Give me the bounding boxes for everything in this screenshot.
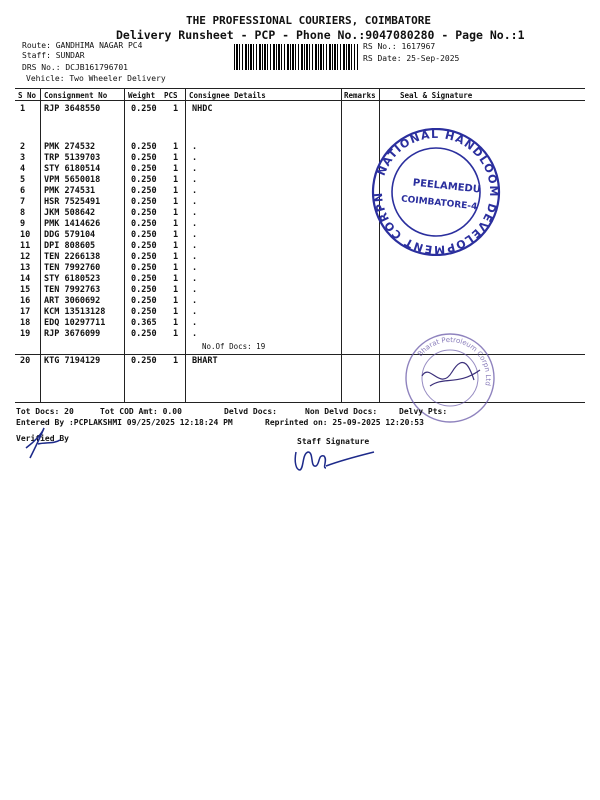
row-weight: 0.250 <box>131 219 157 229</box>
table-row <box>0 175 600 185</box>
row-weight: 0.250 <box>131 307 157 317</box>
row-pcs: 1 <box>173 164 179 174</box>
row-weight: 0.250 <box>131 186 157 196</box>
table-top-rule <box>15 88 585 89</box>
row-details: . <box>192 318 198 328</box>
table-row <box>0 197 600 207</box>
table-row <box>0 186 600 196</box>
row-sno: 19 <box>20 329 31 339</box>
row-sno: 15 <box>20 285 31 295</box>
row-weight: 0.250 <box>131 104 157 114</box>
staff-signature <box>288 446 378 476</box>
row-consignment: ART 3060692 <box>44 296 101 306</box>
row-details: . <box>192 329 198 339</box>
no-of-docs: No.Of Docs: 19 <box>202 342 266 351</box>
row-details: . <box>192 197 198 207</box>
non-delivered-docs: Non Delvd Docs: <box>305 407 378 416</box>
route-label: Route: GANDHIMA NAGAR PC4 <box>22 41 143 50</box>
row-sno: 16 <box>20 296 31 306</box>
row-consignment: PMK 274532 <box>44 142 96 152</box>
row-weight: 0.250 <box>131 252 157 262</box>
drs-number: DRS No.: DCJB161796701 <box>22 63 128 72</box>
row-details: BHART <box>192 356 218 366</box>
row-pcs: 1 <box>173 153 179 163</box>
table-row <box>0 241 600 251</box>
row-pcs: 1 <box>173 197 179 207</box>
table-row <box>0 164 600 174</box>
rs-number: RS No.: 1617967 <box>363 42 436 51</box>
table-row <box>0 356 600 366</box>
row-consignment: VPM 5650018 <box>44 175 101 185</box>
col-header-remarks: Remarks <box>344 91 376 100</box>
row-pcs: 1 <box>173 208 179 218</box>
row-sno: 17 <box>20 307 31 317</box>
row-pcs: 1 <box>173 219 179 229</box>
row-weight: 0.250 <box>131 175 157 185</box>
row-sno: 13 <box>20 263 31 273</box>
table-row <box>0 318 600 328</box>
row-sno: 5 <box>20 175 26 185</box>
col-header-consignment: Consignment No <box>44 91 108 100</box>
table-row <box>0 142 600 152</box>
row-details: . <box>192 186 198 196</box>
row-weight: 0.250 <box>131 263 157 273</box>
row-consignment: RJP 3648550 <box>44 104 101 114</box>
row-weight: 0.250 <box>131 329 157 339</box>
row-pcs: 1 <box>173 241 179 251</box>
row-pcs: 1 <box>173 186 179 196</box>
col-header-weight: Weight <box>128 91 156 100</box>
verifier-signature <box>20 424 80 462</box>
col-header-pcs: PCS <box>164 91 178 100</box>
barcode <box>234 44 358 70</box>
table-row <box>0 274 600 284</box>
row-sno: 20 <box>20 356 31 366</box>
row-consignment: TEN 7992760 <box>44 263 101 273</box>
row-details: . <box>192 208 198 218</box>
row-sno: 2 <box>20 142 26 152</box>
row-details: . <box>192 175 198 185</box>
stamp-ring-text: NATIONAL HANDLOOM DEVELOPMENT CORPN <box>371 128 501 256</box>
row-weight: 0.250 <box>131 153 157 163</box>
table-row <box>0 285 600 295</box>
row-weight: 0.250 <box>131 164 157 174</box>
total-docs: Tot Docs: 20 <box>16 407 74 416</box>
row-details: . <box>192 296 198 306</box>
company-title: THE PROFESSIONAL COURIERS, COIMBATORE <box>186 14 432 27</box>
row-pcs: 1 <box>173 230 179 240</box>
verified-by: Verified By <box>16 434 69 443</box>
row-details: . <box>192 274 198 284</box>
reprinted-on: Reprinted on: 25-09-2025 12:20:53 <box>265 418 424 427</box>
stamp-line1: PEELAMEDU <box>412 177 482 196</box>
row-sno: 1 <box>20 104 26 114</box>
row-sno: 4 <box>20 164 26 174</box>
row-details: NHDC <box>192 104 213 114</box>
table-row <box>0 208 600 218</box>
row-consignment: KTG 7194129 <box>44 356 101 366</box>
row-details: . <box>192 142 198 152</box>
col-header-details: Consignee Details <box>189 91 266 100</box>
table-header-rule <box>15 100 585 101</box>
row-sno: 6 <box>20 186 26 196</box>
row-weight: 0.250 <box>131 197 157 207</box>
row-weight: 0.250 <box>131 241 157 251</box>
table-row <box>0 219 600 229</box>
vehicle-label: Vehicle: Two Wheeler Delivery <box>26 74 166 83</box>
row-details: . <box>192 153 198 163</box>
rs-date: RS Date: 25-Sep-2025 <box>363 54 460 63</box>
row-pcs: 1 <box>173 175 179 185</box>
row-sno: 11 <box>20 241 31 251</box>
row-pcs: 1 <box>173 329 179 339</box>
delivery-points: Delvy Pts: <box>399 407 448 416</box>
row-weight: 0.250 <box>131 142 157 152</box>
table-row <box>0 263 600 273</box>
row-consignment: KCM 13513128 <box>44 307 106 317</box>
runsheet-title: Delivery Runsheet - PCP - Phone No.:9047080280 - Page No.:1 <box>116 28 525 42</box>
row-pcs: 1 <box>173 307 179 317</box>
table-row <box>0 329 600 339</box>
row-details: . <box>192 241 198 251</box>
row-pcs: 1 <box>173 285 179 295</box>
row-sno: 10 <box>20 230 31 240</box>
row-pcs: 1 <box>173 263 179 273</box>
row-pcs: 1 <box>173 274 179 284</box>
table-row <box>0 296 600 306</box>
bpcl-stamp-text: Bharat Petroleum Corpn Ltd <box>416 335 493 387</box>
row-sno: 9 <box>20 219 26 229</box>
row-details: . <box>192 307 198 317</box>
row-sno: 3 <box>20 153 26 163</box>
table-row <box>0 252 600 262</box>
row-weight: 0.250 <box>131 356 157 366</box>
row-pcs: 1 <box>173 104 179 114</box>
row-consignment: STY 6180523 <box>44 274 101 284</box>
row-weight: 0.250 <box>131 285 157 295</box>
table-row <box>0 307 600 317</box>
row-details: . <box>192 252 198 262</box>
row-details: . <box>192 263 198 273</box>
row-pcs: 1 <box>173 252 179 262</box>
row-sno: 7 <box>20 197 26 207</box>
row-consignment: HSR 7525491 <box>44 197 101 207</box>
row-details: . <box>192 219 198 229</box>
nhdc-stamp <box>368 128 504 256</box>
table-row <box>0 104 600 114</box>
row-consignment: DPI 808605 <box>44 241 96 251</box>
row-sno: 8 <box>20 208 26 218</box>
row-details: . <box>192 230 198 240</box>
row-pcs: 1 <box>173 318 179 328</box>
row-details: . <box>192 285 198 295</box>
row-consignment: PMK 274531 <box>44 186 96 196</box>
row-consignment: DDG 579104 <box>44 230 96 240</box>
staff-signature-label: Staff Signature <box>297 437 370 446</box>
row-consignment: TEN 2266138 <box>44 252 101 262</box>
row-weight: 0.250 <box>131 208 157 218</box>
row-consignment: TEN 7992763 <box>44 285 101 295</box>
row-consignment: EDQ 10297711 <box>44 318 106 328</box>
row-weight: 0.365 <box>131 318 157 328</box>
row-weight: 0.250 <box>131 274 157 284</box>
table-row <box>0 153 600 163</box>
row-consignment: RJP 3676099 <box>44 329 101 339</box>
entered-by: Entered By :PCPLAKSHMI 09/25/2025 12:18:24 PM <box>16 418 233 427</box>
col-header-seal: Seal & Signature <box>400 91 473 100</box>
row-consignment: TRP 5139703 <box>44 153 101 163</box>
row-sno: 14 <box>20 274 31 284</box>
row-weight: 0.250 <box>131 230 157 240</box>
row-consignment: PMK 1414626 <box>44 219 101 229</box>
row-weight: 0.250 <box>131 296 157 306</box>
row-pcs: 1 <box>173 356 179 366</box>
total-cod: Tot COD Amt: 0.00 <box>100 407 182 416</box>
row-pcs: 1 <box>173 142 179 152</box>
row-sno: 18 <box>20 318 31 328</box>
row-consignment: JKM 508642 <box>44 208 96 218</box>
stamp-line2: COIMBATORE-4 <box>400 194 478 213</box>
row-details: . <box>192 164 198 174</box>
row-pcs: 1 <box>173 296 179 306</box>
table-row <box>0 230 600 240</box>
row-consignment: STY 6180514 <box>44 164 101 174</box>
col-header-sno: S No <box>18 91 37 100</box>
delivered-docs: Delvd Docs: <box>224 407 277 416</box>
row-sno: 12 <box>20 252 31 262</box>
staff-label: Staff: SUNDAR <box>22 51 85 60</box>
